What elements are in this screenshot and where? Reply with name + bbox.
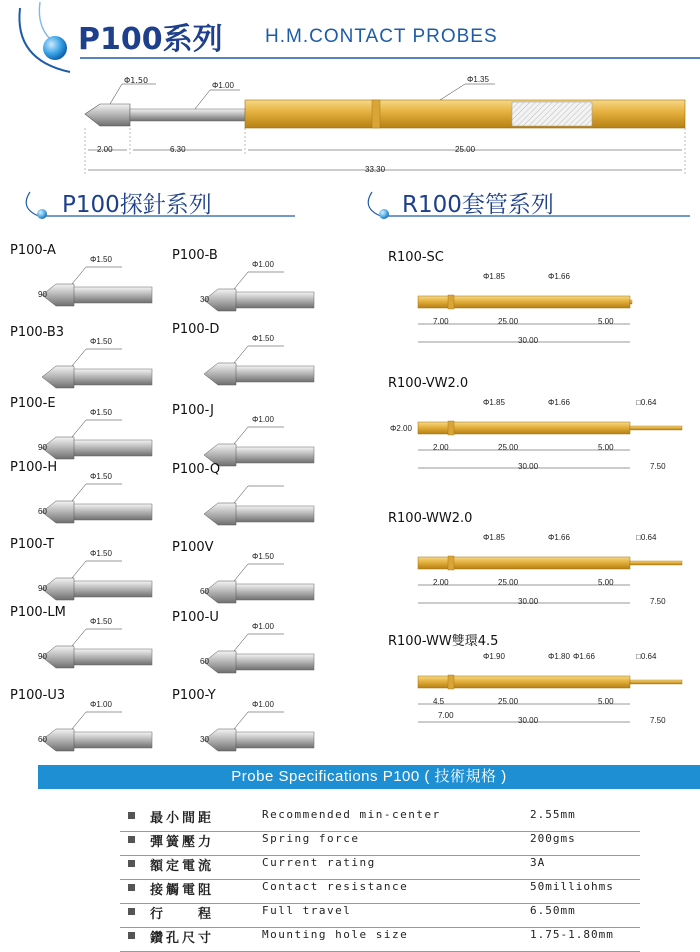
probe-tip-drawing — [10, 339, 160, 399]
spec-label-zh: 接觸電阻 — [150, 883, 215, 898]
probe-name: P100-B3 — [10, 325, 65, 340]
sleeve-pin — [630, 426, 682, 430]
probe-tip-drawing — [10, 619, 160, 679]
spec-value: 200gms — [530, 832, 576, 845]
sleeve-diameter-1: Φ1.85 — [483, 272, 505, 281]
probe-name: P100-J — [172, 403, 214, 418]
probe-angle: 90 — [38, 443, 47, 452]
spec-value: 1.75-1.80mm — [530, 928, 614, 941]
probe-name: P100-B — [172, 248, 218, 263]
probe-item — [10, 460, 160, 532]
sleeve-length-b: 25.00 — [498, 578, 519, 587]
spec-label-en: Contact resistance — [262, 880, 409, 893]
sleeve-pin-size: □0.64 — [636, 652, 657, 661]
dim-leader — [72, 420, 122, 437]
probe-section-title: P100探針系列 — [62, 192, 212, 218]
probe-angle: 60 — [38, 507, 47, 516]
dim-tip-length: 2.00 — [97, 145, 113, 154]
sleeve-diameter-3: Φ1.66 — [573, 652, 595, 661]
probe-diameter: Φ1.00 — [252, 622, 274, 631]
sleeve-length-a2: 7.00 — [438, 711, 454, 720]
probe-name: P100-U3 — [10, 688, 66, 703]
dim-plunger-length: 6.30 — [170, 145, 186, 154]
probe-tip-drawing — [10, 702, 160, 762]
dim-leader — [72, 712, 122, 729]
probe-diameter: Φ1.50 — [90, 255, 112, 264]
spec-value: 2.55mm — [530, 808, 576, 821]
sleeve-pin-size: □0.64 — [636, 398, 657, 407]
probe-tip-drawing — [172, 336, 322, 396]
probe-diameter: Φ1.50 — [90, 408, 112, 417]
dim-leader — [72, 349, 122, 366]
probe-body — [224, 732, 314, 748]
probe-body — [62, 649, 152, 665]
sleeve-item — [388, 511, 698, 631]
spec-label-zh: 行 程 — [150, 907, 215, 922]
sleeve-pin — [630, 680, 682, 684]
probe-name: P100-LM — [10, 605, 66, 620]
bullet-icon — [128, 908, 135, 915]
sleeve-ring — [448, 295, 454, 309]
probe-tip-drawing — [10, 551, 160, 611]
spec-label-zh: 鑽孔尺寸 — [150, 931, 215, 946]
probe-item — [172, 540, 322, 612]
probe-item — [10, 605, 160, 677]
probe-diameter: Φ1.00 — [252, 700, 274, 709]
probe-diameter: Φ1.00 — [252, 415, 274, 424]
sleeve-length-d: 7.50 — [650, 597, 666, 606]
spec-label-zh: 額定電流 — [150, 859, 215, 874]
spec-label-en: Recommended min-center — [262, 808, 441, 821]
dim-leader — [234, 427, 284, 444]
probe-body — [224, 447, 314, 463]
dim-leader — [72, 629, 122, 646]
spec-label-en: Mounting hole size — [262, 928, 409, 941]
sleeve-diameter-2: Φ1.66 — [548, 398, 570, 407]
sleeve-diameter-2: Φ1.66 — [548, 533, 570, 542]
sleeve-pin — [630, 300, 632, 304]
probe-item — [172, 248, 322, 320]
probe-head — [42, 366, 74, 388]
probe-item — [10, 396, 160, 468]
probe-diameter: Φ1.50 — [90, 472, 112, 481]
bullet-icon — [128, 860, 135, 867]
probe-body — [62, 440, 152, 456]
probe-name: P100-D — [172, 322, 220, 337]
probe-angle: 60 — [200, 657, 209, 666]
sleeve-diameter-2: Φ1.80 — [548, 652, 570, 661]
spec-row — [120, 856, 640, 880]
sleeve-item — [388, 250, 698, 370]
probe-item — [10, 537, 160, 609]
probe-item — [172, 610, 322, 682]
probe-head — [204, 363, 236, 385]
dim-plunger-diameter: Φ1.00 — [212, 81, 234, 90]
bullet-icon — [128, 836, 135, 843]
spec-title-bar: Probe Specifications P100 ( 技術規格 ) — [38, 765, 700, 789]
dim-barrel-length: 25.00 — [455, 145, 476, 154]
probe-diameter: Φ1.50 — [90, 337, 112, 346]
sleeve-item — [388, 376, 698, 496]
dim-leader — [234, 712, 284, 729]
dim-leader — [72, 561, 122, 578]
probe-body — [62, 369, 152, 385]
probe-body — [224, 292, 314, 308]
probe-body — [62, 581, 152, 597]
spec-row — [120, 832, 640, 856]
dim-barrel-diameter: Φ1.35 — [467, 75, 489, 84]
sleeve-length-b: 25.00 — [498, 317, 519, 326]
probe-diameter: Φ1.00 — [90, 700, 112, 709]
spec-label-en: Current rating — [262, 856, 376, 869]
probe-diameter: Φ1.50 — [90, 549, 112, 558]
dim-leader — [234, 634, 284, 651]
sleeve-length-a: 7.00 — [433, 317, 449, 326]
sleeve-length-total: 30.00 — [518, 336, 539, 345]
sleeve-length-a: 2.00 — [433, 443, 449, 452]
main-probe-diagram — [0, 66, 700, 186]
sleeve-ring — [448, 421, 454, 435]
probe-name: P100-Q — [172, 462, 221, 477]
probe-diameter: Φ1.50 — [252, 334, 274, 343]
page-subtitle: H.M.CONTACT PROBES — [265, 26, 498, 47]
page-title: P100系列 — [78, 22, 223, 57]
sleeve-end-diameter: Φ2.00 — [390, 424, 412, 433]
dim-leader — [234, 564, 284, 581]
spec-row — [120, 880, 640, 904]
probe-angle: 60 — [200, 587, 209, 596]
probe-name: P100-T — [10, 537, 55, 552]
probe-body — [62, 732, 152, 748]
dim-leader — [72, 484, 122, 501]
probe-angle: 30 — [200, 735, 209, 744]
sleeve-name: R100-VW2.0 — [388, 376, 469, 391]
dim-leader — [72, 267, 122, 284]
sleeve-name: R100-WW雙環4.5 — [388, 634, 499, 649]
sleeve-ring — [448, 556, 454, 570]
probe-body — [62, 287, 152, 303]
sleeve-length-d: 7.50 — [650, 462, 666, 471]
sleeve-length-b: 25.00 — [498, 443, 519, 452]
dim-leader — [234, 486, 284, 503]
sleeve-diameter-1: Φ1.90 — [483, 652, 505, 661]
probe-angle: 30 — [200, 295, 209, 304]
probe-tip-drawing — [172, 702, 322, 762]
spec-label-en: Spring force — [262, 832, 360, 845]
probe-body — [224, 654, 314, 670]
sleeve-item — [388, 630, 698, 750]
probe-tip-drawing — [172, 554, 322, 614]
probe-tip-drawing — [10, 257, 160, 317]
spec-label-zh: 最小間距 — [150, 811, 215, 826]
probe-angle: 60 — [38, 735, 47, 744]
sleeve-diameter-1: Φ1.85 — [483, 398, 505, 407]
spec-label-zh: 彈簧壓力 — [150, 835, 215, 850]
dim-leader — [234, 272, 284, 289]
dim-tip-diameter: Φ1.50 — [124, 76, 149, 85]
probe-name: P100-H — [10, 460, 58, 475]
sleeve-name: R100-WW2.0 — [388, 511, 473, 526]
sleeve-length-total: 30.00 — [518, 462, 539, 471]
spec-row — [120, 904, 640, 928]
sleeve-diameter-2: Φ1.66 — [548, 272, 570, 281]
probe-tip-drawing — [172, 624, 322, 684]
probe-angle: 90 — [38, 584, 47, 593]
sleeve-length-total: 30.00 — [518, 597, 539, 606]
probe-name: P100-U — [172, 610, 219, 625]
sleeve-pin-size: □0.64 — [636, 533, 657, 542]
sleeve-name: R100-SC — [388, 250, 444, 265]
probe-name: P100-E — [10, 396, 56, 411]
spec-label-en: Full travel — [262, 904, 352, 917]
probe-item — [10, 325, 160, 397]
sleeve-pin — [630, 561, 682, 565]
sleeve-length-d: 7.50 — [650, 716, 666, 725]
sleeve-diameter-1: Φ1.85 — [483, 533, 505, 542]
probe-name: P100-A — [10, 243, 56, 258]
sleeve-length-b: 25.00 — [498, 697, 519, 706]
spec-row — [120, 928, 640, 952]
sleeve-length-c: 5.00 — [598, 443, 614, 452]
sleeve-length-c: 5.00 — [598, 697, 614, 706]
probe-angle: 90 — [38, 652, 47, 661]
dim-leader — [234, 346, 284, 363]
probe-tip-drawing — [172, 476, 322, 536]
probe-tip-drawing — [10, 474, 160, 534]
probe-item — [172, 322, 322, 394]
probe-diameter: Φ1.50 — [90, 617, 112, 626]
sleeve-length-a: 2.00 — [433, 578, 449, 587]
probe-head — [204, 503, 236, 525]
probe-body — [224, 584, 314, 600]
spec-value: 3A — [530, 856, 546, 869]
probe-body — [224, 506, 314, 522]
probe-diameter: Φ1.00 — [252, 260, 274, 269]
sleeve-section-title: R100套管系列 — [402, 192, 554, 218]
probe-item — [10, 243, 160, 315]
probe-diameter: Φ1.50 — [252, 552, 274, 561]
probe-angle: 90 — [38, 290, 47, 299]
bullet-icon — [128, 884, 135, 891]
sleeve-length-total: 30.00 — [518, 716, 539, 725]
probe-tip-drawing — [172, 262, 322, 322]
probe-body — [62, 504, 152, 520]
bullet-icon — [128, 812, 135, 819]
bullet-icon — [128, 932, 135, 939]
probe-name: P100V — [172, 540, 214, 555]
sleeve-length-c: 5.00 — [598, 578, 614, 587]
sleeve-ring — [448, 675, 454, 689]
probe-item — [172, 688, 322, 760]
spec-row — [120, 808, 640, 832]
probe-body — [224, 366, 314, 382]
dim-total-length: 33.30 — [365, 165, 386, 174]
sleeve-length-c: 5.00 — [598, 317, 614, 326]
probe-name: P100-Y — [172, 688, 216, 703]
probe-item — [172, 462, 322, 534]
spec-value: 6.50mm — [530, 904, 576, 917]
sleeve-length-a: 4.5 — [433, 697, 445, 706]
spec-value: 50milliohms — [530, 880, 614, 893]
probe-item — [10, 688, 160, 760]
